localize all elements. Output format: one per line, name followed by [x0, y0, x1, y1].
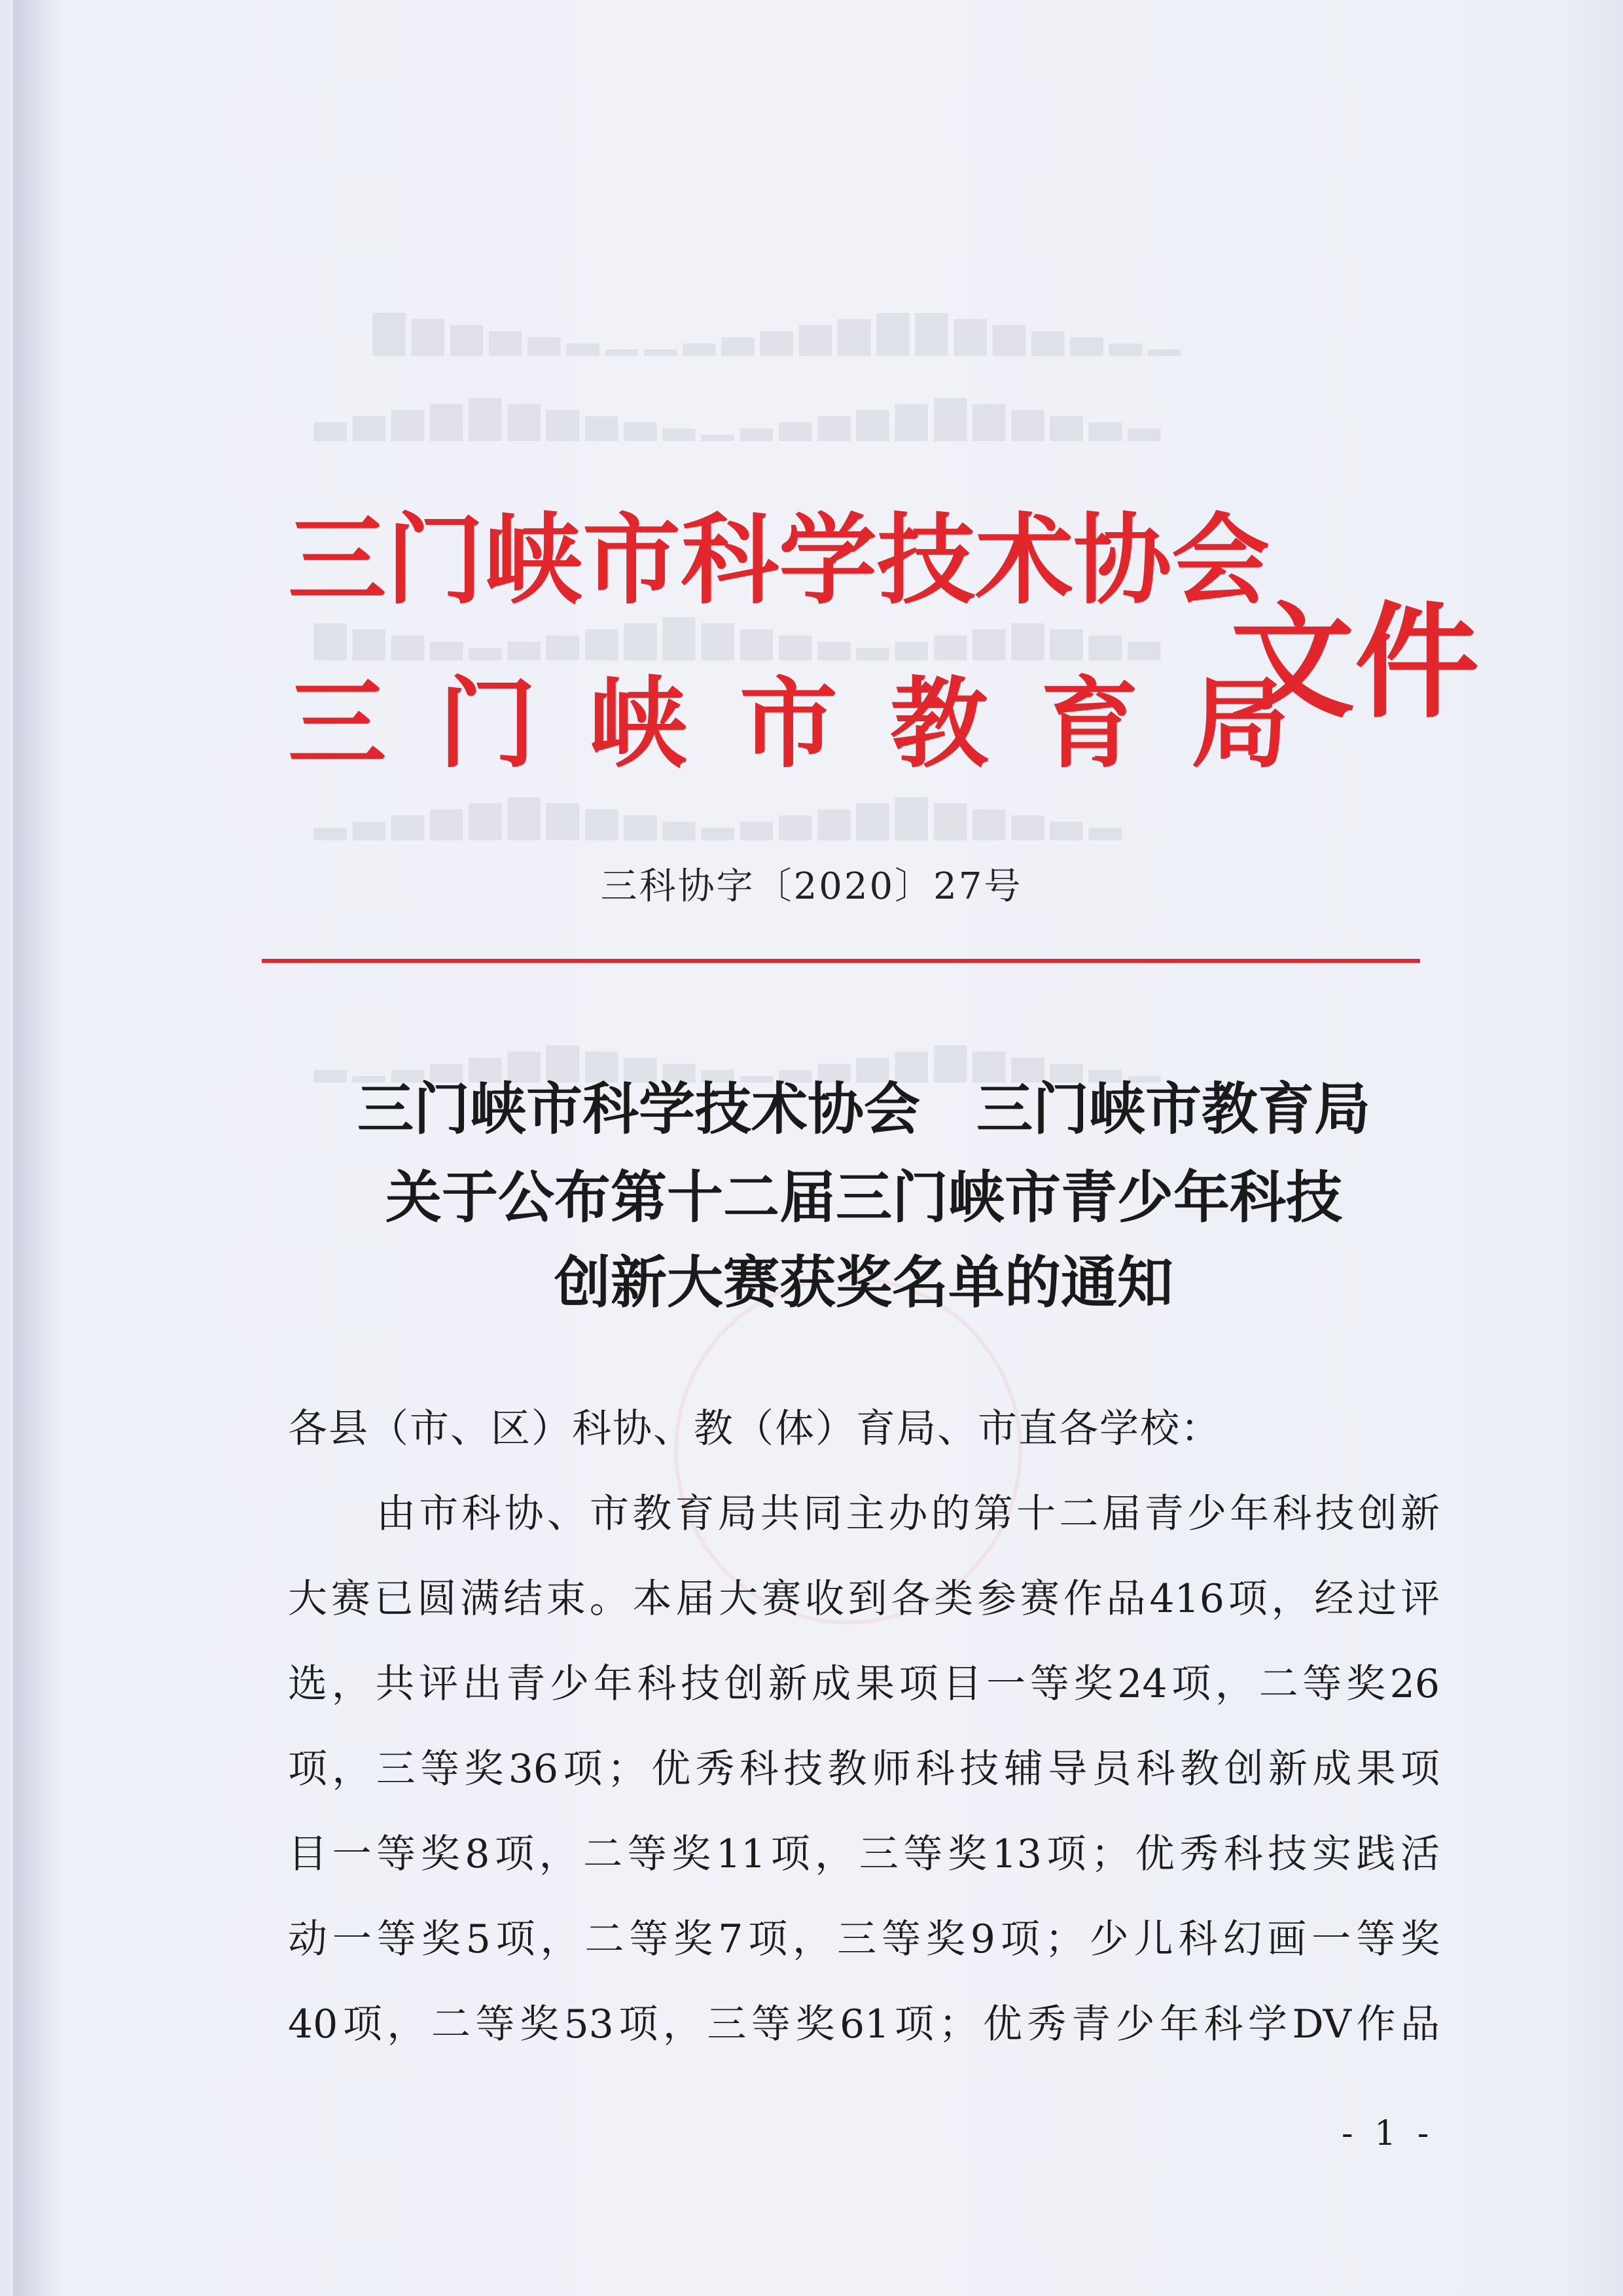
notice-title-line-3: 创新大赛获奖名单的通知	[554, 1250, 1173, 1316]
notice-title-line-1: 三门峡市科学技术协会 三门峡市教育局	[357, 1077, 1370, 1142]
issuer-line-science-association: 三门峡市科学技术协会	[288, 503, 1270, 618]
scan-spine-shadow	[13, 0, 59, 2296]
show-through-texture: ▂▃▄▅▆▇▆▅▄▃▂▃▄▅▆▇▆▅▄▃▂	[308, 792, 1122, 840]
show-through-texture: ▁▂▃▄▅▆▅▄▃▂▁▂▃▄▅▆▅▄▃▂▁▂	[308, 1034, 1160, 1083]
notice-title-line-2: 关于公布第十二届三门峡市青少年科技	[385, 1165, 1342, 1230]
issuer-line-education-bureau: 三门峡市教育局	[288, 666, 1342, 781]
body-text-line: 大赛已圆满结束。本届大赛收到各类参赛作品416项，经过评	[288, 1576, 1440, 1622]
body-text-line: 选，共评出青少年科技创新成果项目一等奖24项，二等奖26	[288, 1661, 1440, 1707]
body-text-line: 40项，二等奖53项，三等奖61项；优秀青少年科学DV作品	[288, 2001, 1440, 2047]
body-text-line: 动一等奖5项，二等奖7项，三等奖9项；少儿科幻画一等奖	[288, 1916, 1440, 1962]
document-number: 三科协字〔2020〕27号	[600, 865, 1023, 908]
salutation: 各县（市、区）科协、教（体）育局、市直各学校：	[288, 1406, 1221, 1452]
body-text-line: 目一等奖8项，二等奖11项，三等奖13项；优秀科技实践活	[288, 1831, 1440, 1877]
body-text-line: 项，三等奖36项；优秀科技教师科技辅导员科教创新成果项	[288, 1746, 1440, 1792]
show-through-texture: ▂▃▄▅▆▇▆▅▄▃▂▁▂▃▄▅▆▇▆▅▄▃	[308, 393, 1160, 441]
body-text-line: 由市科协、市教育局共同主办的第十二届青少年科技创新	[376, 1491, 1440, 1537]
document-type-label: 文件	[1230, 589, 1480, 735]
show-through-texture: ▁▂▃▄▅▆▇▇▆▅▄▃▂▁▁▂▃▄▅▆▇	[366, 308, 1181, 356]
red-header-divider	[262, 959, 1420, 963]
page-number: - 1 -	[1342, 2114, 1435, 2153]
show-through-texture: ▃▄▅▆▅▄▃▂▃▄▅▆▇▆▅▄▃▂▃▄▅▆	[308, 612, 1160, 660]
